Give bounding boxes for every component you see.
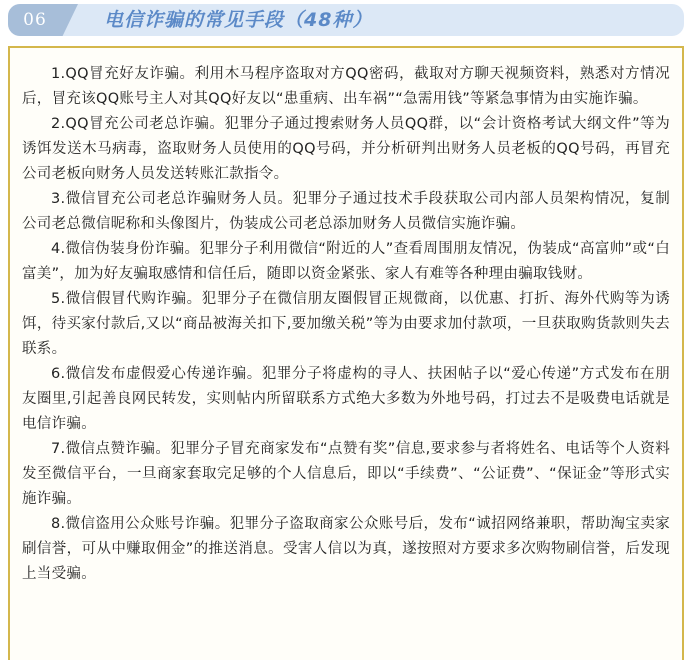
section-number: 06: [23, 10, 47, 30]
paragraph-wechat-impersonate-boss: 3.微信冒充公司老总诈骗财务人员。犯罪分子通过技术手段获取公司内部人员架构情况，复制公司老总微信昵称和头像图片，伪装成公司老总添加财务人员微信实施诈骗。: [22, 191, 670, 232]
paragraph-wechat-like-scam: 7.微信点赞诈骗。犯罪分子冒充商家发布“点赞有奖”信息,要求参与者将姓名、电话等个人资料发至微信平台，一旦商家套取完足够的个人信息后，即以“手续费”、“公证费”、“保证金”等形式实施诈骗。: [22, 441, 670, 507]
paragraph-qq-impersonate-friend: 1.QQ冒充好友诈骗。利用木马程序盗取对方QQ密码，截取对方聊天视频资料，熟悉对方情况后，冒充该QQ账号主人对其QQ好友以“患重病、出车祸”“急需用钱”等紧急事情为由实施诈骗。: [22, 66, 670, 107]
content-frame: [8, 46, 684, 660]
paragraph-wechat-fake-charity: 6.微信发布虚假爱心传递诈骗。犯罪分子将虚构的寻人、扶困帖子以“爱心传递”方式发布在朋友圈里,引起善良网民转发，实则帖内所留联系方式绝大多数为外地号码，打过去不是吸费电话就是电信诈骗。: [22, 366, 670, 432]
article-body: [22, 62, 670, 587]
paragraph-wechat-stolen-account: 8.微信盗用公众账号诈骗。犯罪分子盗取商家公众账号后，发布“诚招网络兼职，帮助淘宝卖家刷信誉，可从中赚取佣金”的推送消息。受害人信以为真，遂按照对方要求多次购物刷信誉，后发现上当受骗。: [22, 516, 670, 582]
paragraph-qq-impersonate-boss: 2.QQ冒充公司老总诈骗。犯罪分子通过搜索财务人员QQ群，以“会计资格考试大纲文件”等为诱饵发送木马病毒，盗取财务人员使用的QQ号码，并分析研判出财务人员老板的QQ号码，再冒充公司老板向财务人员发送转账汇款指令。: [22, 116, 670, 182]
section-title: 电信诈骗的常见手段（48种）: [104, 9, 373, 31]
paragraph-wechat-fake-purchasing: 5.微信假冒代购诈骗。犯罪分子在微信朋友圈假冒正规微商，以优惠、打折、海外代购等为诱饵，待买家付款后,又以“商品被海关扣下,要加缴关税”等为由要求加付款项，一旦获取购货款则失去联系。: [22, 291, 670, 357]
paragraph-wechat-fake-identity: 4.微信伪装身份诈骗。犯罪分子利用微信“附近的人”查看周围朋友情况，伪装成“高富帅”或“白富美”，加为好友骗取感情和信任后，随即以资金紧张、家人有难等各种理由骗取钱财。: [22, 241, 670, 282]
section-header: [8, 4, 684, 36]
